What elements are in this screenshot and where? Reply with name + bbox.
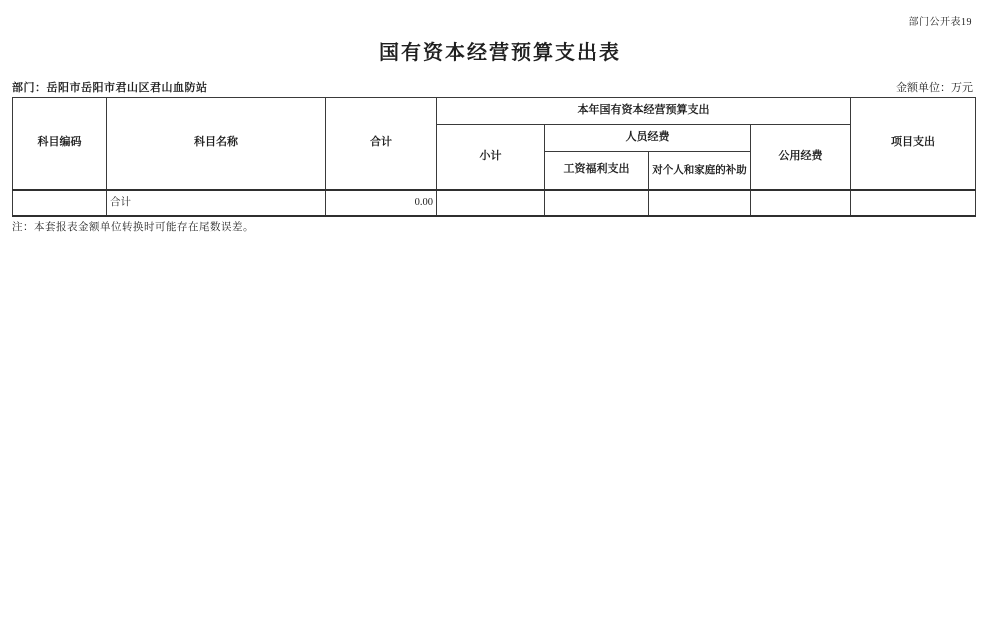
header-subject-code: 科目编码 [13, 98, 107, 190]
cell-public-funds [751, 190, 851, 216]
footnote: 注：本套报表金额单位转换时可能存在尾数误差。 [12, 222, 254, 233]
cell-salary-welfare [545, 190, 649, 216]
cell-project-expenditure [851, 190, 976, 216]
header-salary-welfare: 工资福利支出 [545, 152, 649, 190]
meta-row [12, 79, 973, 95]
header-project-expenditure: 项目支出 [851, 98, 976, 190]
cell-subject-code [13, 190, 107, 216]
header-public-funds: 公用经费 [751, 125, 851, 190]
amount-unit-label: 金额单位：万元 [896, 82, 973, 94]
header-row-1 [13, 98, 976, 125]
cell-individual-family-subsidy [649, 190, 751, 216]
header-total: 合计 [326, 98, 437, 190]
report-code-label: 部门公开表19 [908, 17, 972, 28]
cell-subtotal [437, 190, 545, 216]
header-subject-name: 科目名称 [107, 98, 326, 190]
department-label: 部门：岳阳市岳阳市君山区君山血防站 [12, 82, 208, 94]
page-title: 国有资本经营预算支出表 [379, 42, 621, 64]
header-personnel-group: 人员经费 [545, 125, 751, 152]
cell-subject-name: 合计 [107, 190, 326, 216]
budget-table [12, 97, 976, 217]
header-individual-family-subsidy: 对个人和家庭的补助 [649, 152, 751, 190]
header-current-year-group: 本年国有资本经营预算支出 [437, 98, 851, 125]
cell-total: 0.00 [326, 190, 437, 216]
table-row-total [13, 190, 976, 216]
header-subtotal: 小计 [437, 125, 545, 190]
